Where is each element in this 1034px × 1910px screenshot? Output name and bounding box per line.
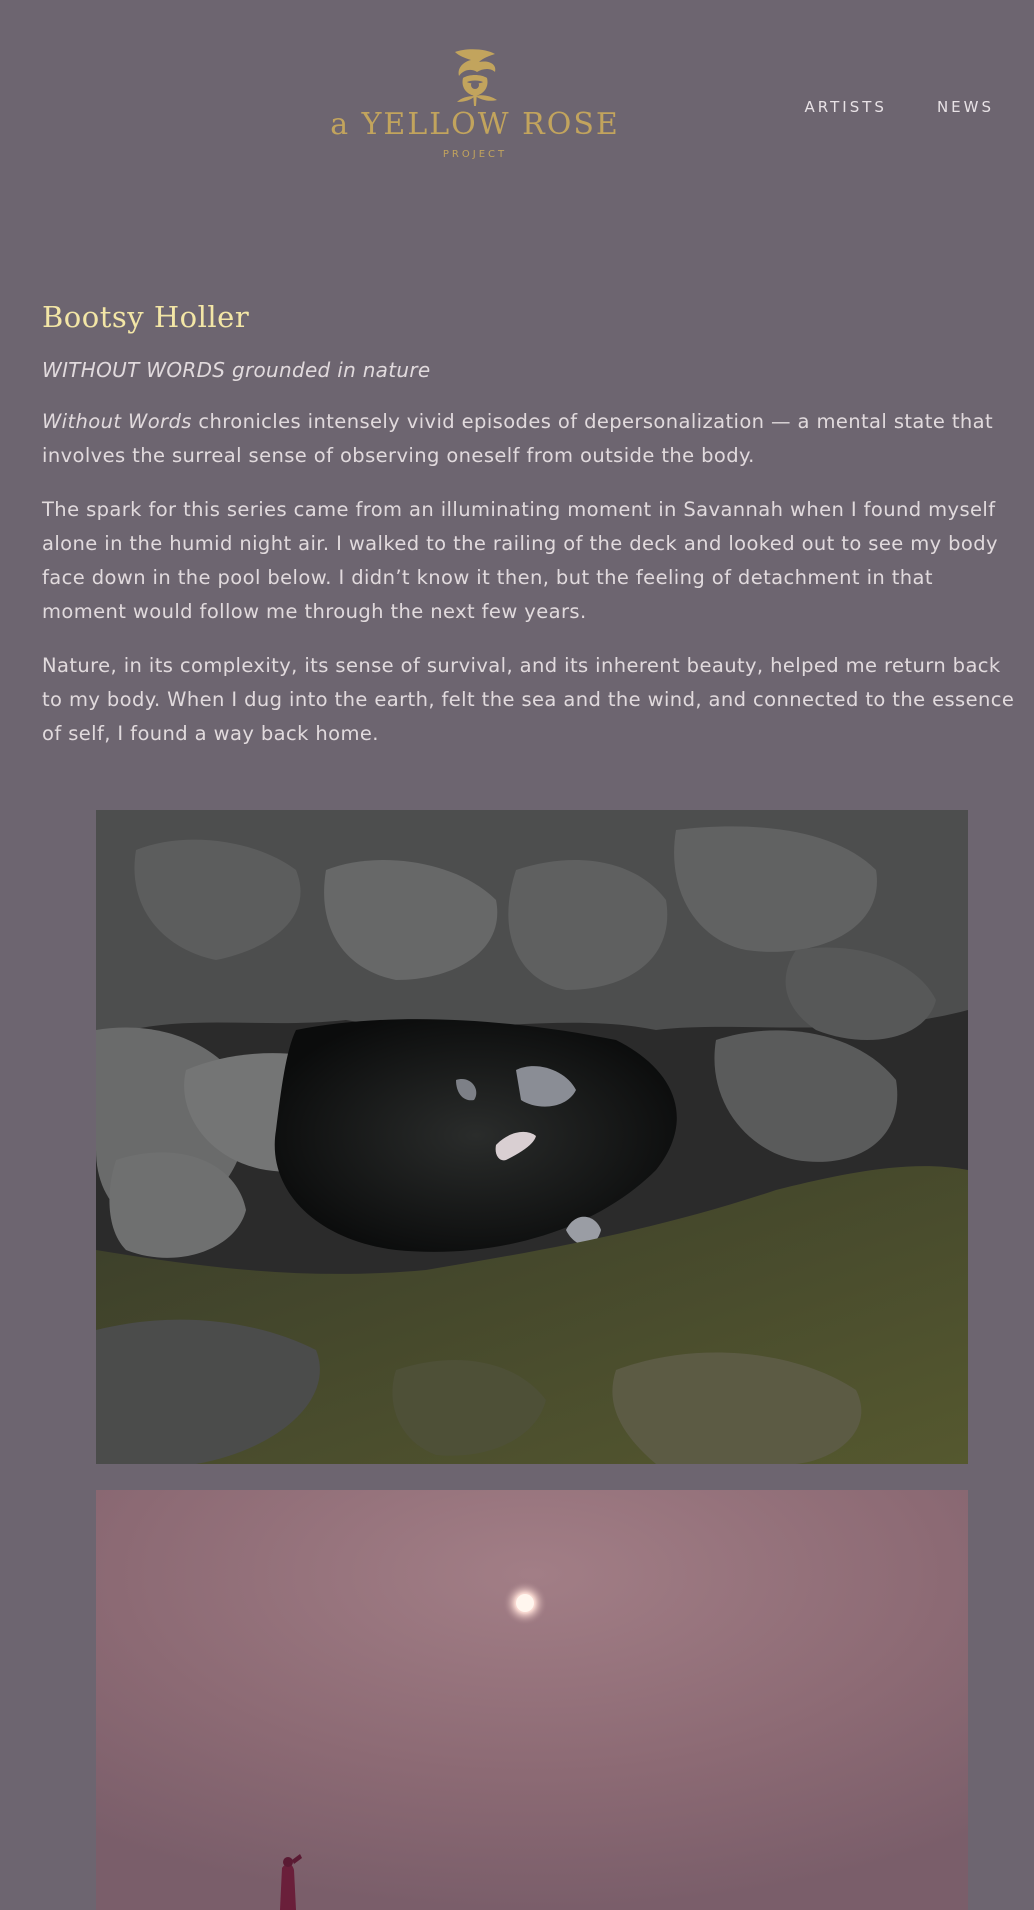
site-header	[0, 0, 1034, 200]
photo-foggy-sun[interactable]	[96, 1490, 968, 1910]
rose-logo-icon	[445, 48, 505, 106]
paragraph-nature: Nature, in its complexity, its sense of survival, and its inherent beauty, helped me return back to my body. When I dug into the earth, felt the sea and the wind, and connected to the essence of self, I found a way back home.	[42, 654, 1015, 745]
nav-artists-link[interactable]: ARTISTS	[804, 98, 887, 116]
paragraph-spark: The spark for this series came from an illuminating moment in Savannah when I found myself alone in the humid night air. I walked to the railing of the deck and looked out to see my body face down in the pool below. I didn’t know it then, but the feeling of detachment in that moment would follow me through the next few years.	[42, 498, 998, 623]
paragraph-intro	[42, 405, 1022, 473]
series-title-emphasis: Without Words	[42, 410, 192, 433]
logo-title: a YELLOW ROSE	[330, 107, 620, 142]
article	[42, 300, 1022, 771]
series-subtitle: WITHOUT WORDS grounded in nature	[42, 358, 431, 382]
paragraph-intro-text: chronicles intensely vivid episodes of depersonalization — a mental state that involves the surreal sense of observing oneself from outside the body.	[42, 410, 994, 467]
photo-rock-pool[interactable]	[96, 810, 968, 1464]
nav-news-link[interactable]: NEWS	[936, 98, 994, 116]
main-nav	[805, 98, 994, 116]
logo[interactable]	[330, 48, 620, 160]
logo-subtitle: PROJECT	[442, 149, 508, 160]
artist-name: Bootsy Holler	[42, 300, 250, 334]
